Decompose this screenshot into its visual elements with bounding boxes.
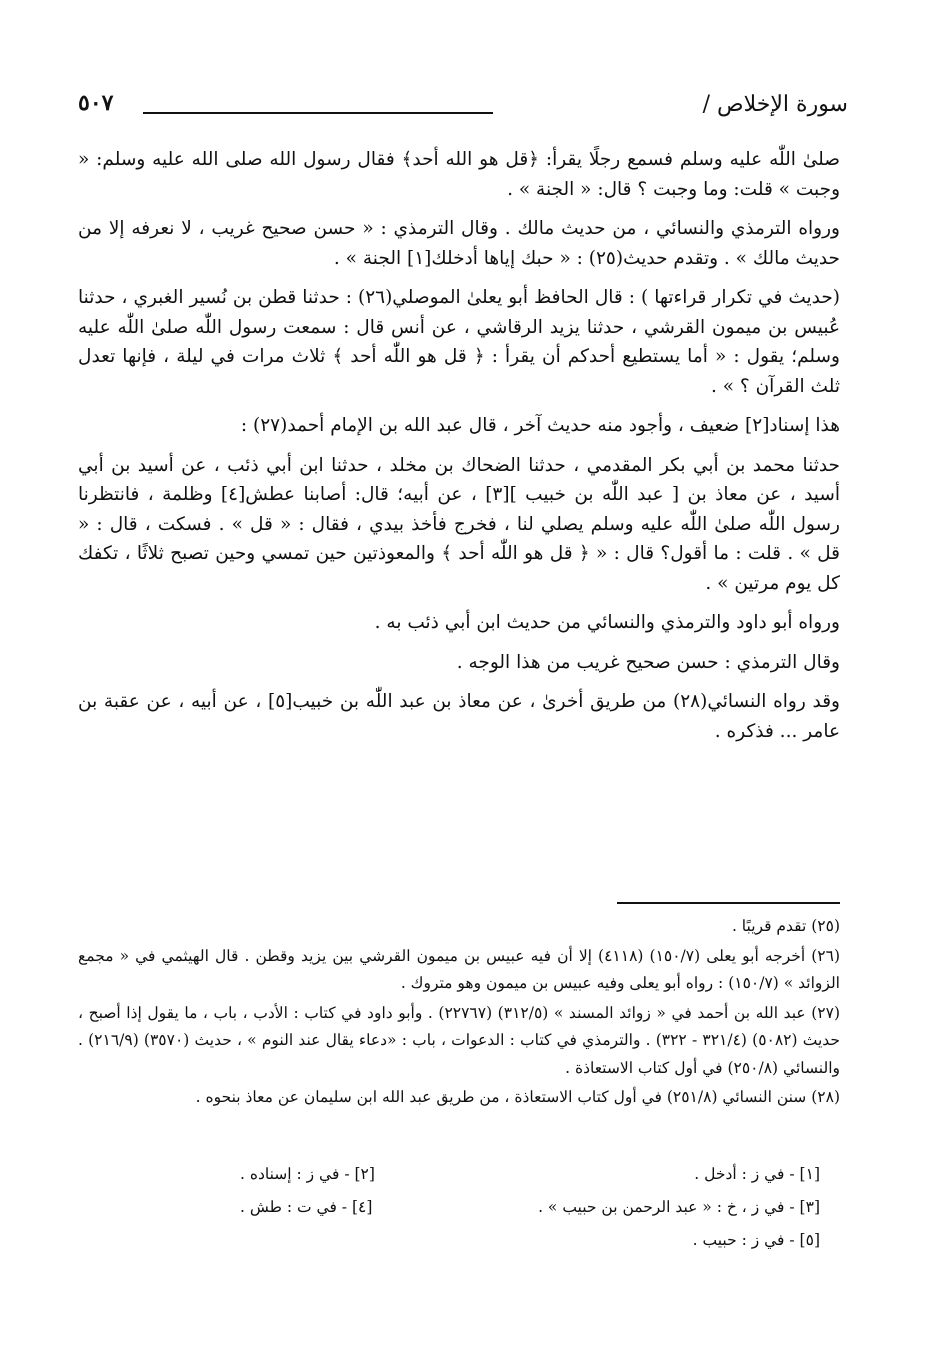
paragraph: هذا إسناد[٢] ضعيف ، وأجود منه حديث آخر ، قال عبد الله بن الإمام أحمد(٢٧) : [240,415,840,436]
main-text [78,145,840,754]
paragraph: ورواه أبو داود والترمذي والنسائي من حديث ابن أبي ذئب به . [374,612,840,633]
variant-notes-row [100,1231,820,1264]
page-number: ٥٠٧ [78,90,114,116]
paragraph: حدثنا محمد بن أبي بكر المقدمي ، حدثنا الضحاك بن مخلد ، حدثنا ابن أبي ذئب ، عن أسيد بن أبي أسيد ، عن معاذ بن [ عبد اللّٰه بن خبيب ][٣] ، عن أبيه؛ قال: أصابنا عطش[٤] وظلمة ، فانتظرنا رسول اللّٰه صلىٰ اللّٰه عليه وسلم يصلي لنا ، فخرج فأخذ بيدي ، فقال : « قل » . فسكت ، قال : « قل » . قلت : ما أقول؟ قال : « ﴿ قل هو اللّٰه أحد ﴾ والمعوذتين حين تمسي وحين تصبح ثلاثًا ، تكفك كل يوم مرتين » . [78,454,841,594]
variant-note: [٥] - في ز : حبيب . [692,1231,820,1249]
variant-notes-row [100,1198,820,1231]
paragraph: وقال الترمذي : حسن صحيح غريب من هذا الوجه . [456,651,840,673]
page-header [78,86,848,130]
variant-notes-row [100,1165,820,1198]
variant-note: [٣] - في ز ، خ : « عبد الرحمن بن حبيب » . [538,1198,820,1216]
paragraph: وقد رواه النسائي(٢٨) من طريق أخرىٰ ، عن معاذ بن عبد اللّٰه بن خبيب[٥] ، عن أبيه ، عن عقبة بن عامر ... فذكره . [78,691,840,742]
footnote: (٢٦) أخرجه أبو يعلى (١٥٠/٧) (٤١١٨) إلا أن فيه عبيس بن ميمون القرشي بين يزيد وقطن . قال الهيثمي في « مجمع الزوائد » (١٥٠/٧) : رواه أبو يعلى وفيه عبيس بن ميمون وهو متروك . [78,946,840,992]
header-rule [143,112,493,114]
footnote: (٢٧) عبد الله بن أحمد في « زوائد المسند » (٣١٢/٥) (٢٢٧٦٧) . وأبو داود في كتاب : الأدب ، باب ، ما يقول إذا أصبح ، حديث (٥٠٨٢) (٣٢١/٤ - ٣٢٢) . والترمذي في كتاب : الدعوات ، باب : «دعاء يقال عند النوم » ، حديث (٣٥٧٠) (٢١٦/٩) . والنسائي (٢٥٠/٨) في أول كتاب الاستعاذة . [78,1003,840,1077]
variant-notes [100,1165,820,1264]
footnote: (٢٥) تقدم قريبًا . [731,917,840,935]
surah-title: سورة الإخلاص / [702,92,848,117]
paragraph: صلىٰ اللّٰه عليه وسلم فسمع رجلًا يقرأ: ﴿قل هو الله أحد﴾ فقال رسول الله صلى الله عليه وسلم: « وجبت » قلت: وما وجبت ؟ قال: « الجنة » . [78,149,840,200]
footnote: (٢٨) سنن النسائي (٢٥١/٨) في أول كتاب الاستعاذة ، من طريق عبد الله ابن سليمان عن معاذ بنحوه . [195,1088,840,1106]
variant-note: [٢] - في ز : إسناده . [240,1165,375,1183]
footnote-separator [617,902,840,904]
paragraph: ورواه الترمذي والنسائي ، من حديث مالك . وقال الترمذي : « حسن صحيح غريب ، لا نعرفه إلا من حديث مالك » . وتقدم حديث(٢٥) : « حبك إياها أدخلك[١] الجنة » . [78,218,840,269]
footnotes [78,913,840,1114]
variant-note: [٤] - في ت : طش . [240,1198,373,1216]
paragraph: (حديث في تكرار قراءتها ) : قال الحافظ أبو يعلىٰ الموصلي(٢٦) : حدثنا قطن بن نُسير الغبري ، حدثنا عُبيس بن ميمون القرشي ، حدثنا يزيد الرقاشي ، عن أنس قال : سمعت رسول اللّٰه صلىٰ اللّٰه عليه وسلم؛ يقول : « أما يستطيع أحدكم أن يقرأ : ﴿ قل هو اللّٰه أحد ﴾ ثلاث مرات في ليلة ، فإنها تعدل ثلث القرآن ؟ » . [78,287,840,397]
variant-note: [١] - في ز : أدخل . [694,1165,820,1183]
